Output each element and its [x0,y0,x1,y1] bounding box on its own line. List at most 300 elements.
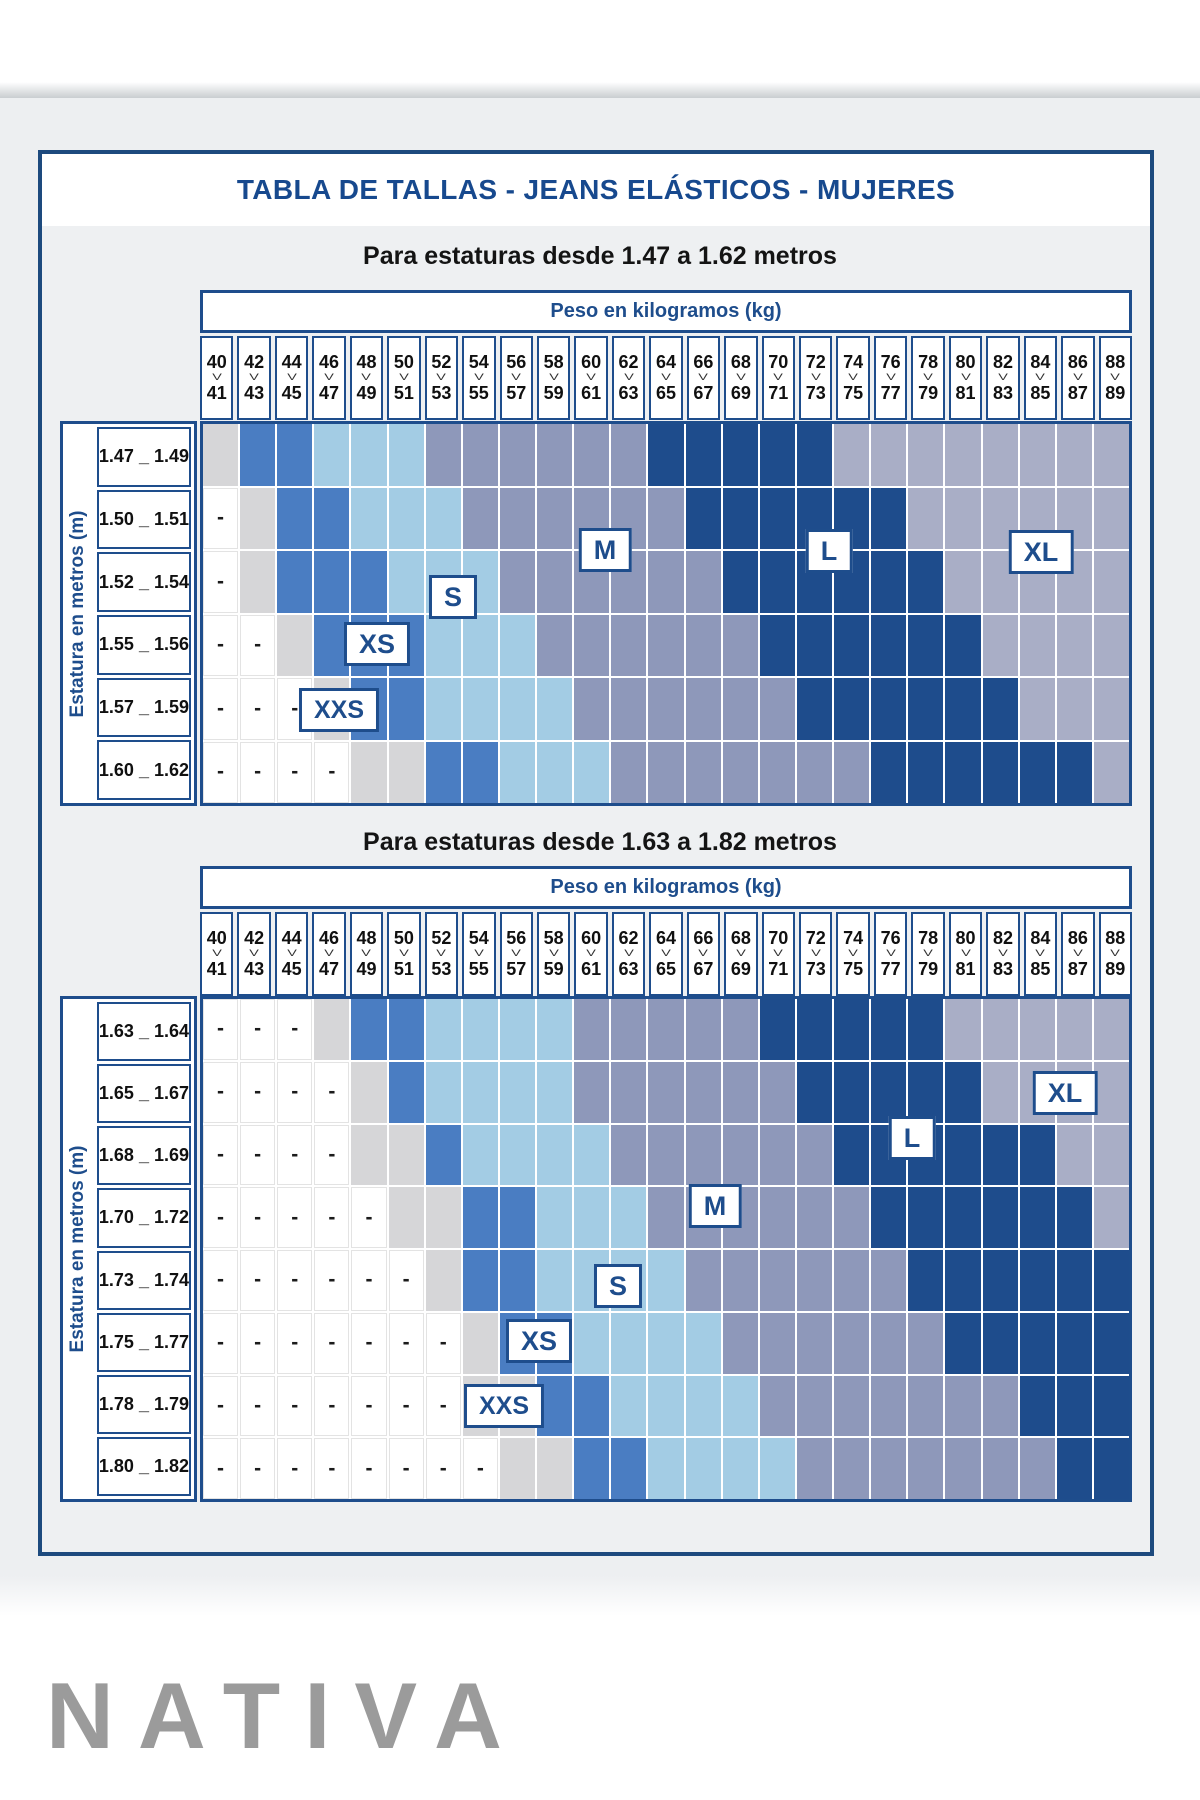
size-cell-s [463,678,498,740]
weight-min: 50 [393,928,414,949]
chevron-down-icon: V [698,372,709,383]
weight-min: 62 [618,352,639,373]
weight-column-cell [387,336,420,420]
size-cell-xs [277,488,312,550]
page-title: TABLA DE TALLAS - JEANS ELÁSTICOS - MUJERES [236,174,956,205]
size-cell-m [686,999,721,1060]
size-cell-m [537,424,572,486]
size-cell-m [537,551,572,613]
no-size-cell: - [314,1438,349,1499]
weight-min: 54 [468,352,489,373]
size-cell-xs [389,678,424,740]
size-cell-xs [314,551,349,613]
weight-column-cell [350,336,383,420]
chevron-down-icon: V [698,948,709,959]
size-cell-l [1057,742,1092,804]
size-cell-s [611,1187,646,1248]
chevron-down-icon: V [960,372,971,383]
size-cell-m [500,424,535,486]
no-size-cell: - [240,1187,275,1248]
size-cell-l [1094,1376,1129,1437]
no-size-cell: - [203,615,238,677]
size-cell-m [723,999,758,1060]
size-cell-l [834,551,869,613]
size-cell-l [908,1125,943,1186]
weight-min: 54 [468,928,489,949]
weight-column-cell [687,336,720,420]
size-grid-1 [200,421,1132,806]
size-cell-s [574,1187,609,1248]
size-cell-m [723,1062,758,1123]
weight-min: 52 [431,928,452,949]
weight-min: 42 [244,928,265,949]
size-cell-l [1057,1376,1092,1437]
weight-max: 41 [206,958,227,979]
size-cell-l [983,1187,1018,1248]
no-size-cell: - [389,1250,424,1311]
weight-max: 41 [206,382,227,403]
size-cell-s [463,615,498,677]
size-cell-m [834,742,869,804]
weight-max: 55 [468,382,489,403]
no-size-cell: - [463,1438,498,1499]
no-size-cell: - [314,1250,349,1311]
weight-min: 48 [356,352,377,373]
weight-max: 43 [244,958,265,979]
size-cell-s [426,615,461,677]
height-range-cell: 1.65 _ 1.67 [97,1064,191,1123]
size-cell-xl [1094,488,1129,550]
size-cell-s [500,1125,535,1186]
weight-max: 79 [918,958,939,979]
size-cell-m [983,1376,1018,1437]
size-cell-xs [277,424,312,486]
size-cell-xxs [314,999,349,1060]
size-cell-s [351,424,386,486]
no-size-cell: - [426,1438,461,1499]
size-cell-xxs [314,678,349,740]
weight-column-cell [1024,912,1057,996]
title-band [42,154,1150,226]
size-cell-l [871,1187,906,1248]
weight-min: 86 [1067,352,1088,373]
weight-min: 74 [843,352,864,373]
weight-column-cell [237,336,270,420]
size-cell-xl [1020,678,1055,740]
chevron-down-icon: V [1110,948,1121,959]
weight-min: 66 [693,352,714,373]
size-cell-l [945,1125,980,1186]
size-cell-m [723,1125,758,1186]
height-axis-strip-1 [63,424,94,803]
size-cell-m [686,678,721,740]
size-cell-m [686,1125,721,1186]
size-cell-s [611,1250,646,1311]
size-cell-l [871,488,906,550]
weight-max: 53 [431,382,452,403]
size-cell-m [574,999,609,1060]
no-size-cell: - [203,488,238,550]
chevron-down-icon: V [511,948,522,959]
weight-column-cell [836,336,869,420]
no-size-cell: - [314,1376,349,1437]
size-cell-l [1057,1187,1092,1248]
size-cell-m [760,742,795,804]
weight-max: 71 [768,382,789,403]
no-size-cell: - [240,999,275,1060]
chevron-down-icon: V [286,372,297,383]
size-cell-l [871,615,906,677]
size-cell-l [871,1125,906,1186]
weight-max: 77 [880,382,901,403]
weight-max: 75 [843,958,864,979]
size-cell-xs [426,742,461,804]
weight-min: 42 [244,352,265,373]
size-cell-m [871,1250,906,1311]
size-cell-m [797,742,832,804]
size-cell-l [797,615,832,677]
size-cell-s [463,1125,498,1186]
size-cell-m [871,1376,906,1437]
weight-column-cell [762,912,795,996]
size-cell-l [760,488,795,550]
size-cell-l [834,488,869,550]
size-cell-s [500,678,535,740]
size-cell-m [686,1187,721,1248]
size-cell-xl [1020,551,1055,613]
size-cell-xxs [389,1187,424,1248]
weight-min: 80 [955,352,976,373]
size-cell-m [760,1250,795,1311]
size-cell-l [797,678,832,740]
size-cell-m [574,424,609,486]
weight-column-cell [612,336,645,420]
weight-header-1: Peso en kilogramos (kg) [200,290,1132,333]
weight-min: 82 [992,352,1013,373]
size-cell-m [611,615,646,677]
size-cell-xl [1057,488,1092,550]
size-cell-xl [1094,551,1129,613]
no-size-cell: - [426,1313,461,1374]
weight-max: 73 [805,958,826,979]
weight-max: 63 [618,382,639,403]
chevron-down-icon: V [773,948,784,959]
chevron-down-icon: V [586,372,596,383]
size-cell-l [1094,1313,1129,1374]
weight-min: 84 [1030,352,1051,373]
size-cell-xl [1057,1062,1092,1123]
weight-max: 63 [618,958,639,979]
no-size-cell: - [351,1313,386,1374]
weight-min: 64 [655,928,676,949]
size-cell-xl [1057,615,1092,677]
no-size-cell: - [314,742,349,804]
size-badge-xxs: XXS [464,1384,544,1428]
size-cell-m [797,1438,832,1499]
weight-max: 85 [1030,958,1051,979]
size-cell-m [834,1376,869,1437]
weight-column-cell [537,336,570,420]
chevron-down-icon: V [661,372,671,383]
height-range-cell: 1.68 _ 1.69 [97,1126,191,1185]
weight-min: 68 [730,928,751,949]
size-cell-l [834,1062,869,1123]
size-cell-xl [1094,424,1129,486]
size-cell-s [389,551,424,613]
weight-max: 73 [805,382,826,403]
chevron-down-icon: V [548,372,559,383]
size-cell-l [908,999,943,1060]
size-cell-m [463,424,498,486]
size-cell-m [611,551,646,613]
chevron-down-icon: V [810,372,821,383]
chevron-down-icon: V [661,948,671,959]
size-cell-l [1057,1250,1092,1311]
weight-min: 78 [918,928,939,949]
size-cell-m [500,551,535,613]
size-cell-xs [500,1313,535,1374]
size-cell-xl [1020,1062,1055,1123]
size-cell-xl [1057,678,1092,740]
size-cell-xl [945,999,980,1060]
no-size-cell: - [203,742,238,804]
size-cell-xxs [426,1250,461,1311]
no-size-cell: - [240,1438,275,1499]
size-cell-xl [1020,488,1055,550]
size-cell-xxs [277,615,312,677]
size-cell-s [686,1438,721,1499]
chevron-down-icon: V [1035,948,1046,959]
size-cell-xl [1094,678,1129,740]
weight-column-cell [949,336,982,420]
chevron-down-icon: V [473,372,484,383]
weight-min: 48 [356,928,377,949]
size-cell-m [537,488,572,550]
size-cell-m [574,1062,609,1123]
no-size-cell: - [351,1376,386,1437]
weight-max: 45 [281,958,302,979]
size-cell-m [686,1062,721,1123]
size-cell-xs [574,1376,609,1437]
size-cell-xl [983,615,1018,677]
size-cell-s [574,1313,609,1374]
size-cell-xxs [463,1376,498,1437]
size-cell-l [797,424,832,486]
weight-min: 58 [543,928,564,949]
size-cell-m [648,1187,683,1248]
height-rows-header-1 [60,421,197,806]
size-cell-l [908,678,943,740]
size-cell-m [834,1187,869,1248]
size-cell-m [686,1250,721,1311]
weight-max: 89 [1105,382,1126,403]
no-size-cell: - [314,1125,349,1186]
weight-min: 76 [880,928,901,949]
size-cell-m [648,488,683,550]
size-cell-m [834,1250,869,1311]
weight-column-cell [649,912,682,996]
weight-max: 55 [468,958,489,979]
size-cell-xl [1020,615,1055,677]
size-cell-xs [500,1250,535,1311]
size-cell-l [983,678,1018,740]
weight-min: 78 [918,352,939,373]
weight-min: 58 [543,352,564,373]
weight-column-cell [312,912,345,996]
no-size-cell: - [240,678,275,740]
size-cell-s [537,678,572,740]
weight-min: 70 [768,928,789,949]
size-cell-xl [945,551,980,613]
weight-min: 56 [506,352,527,373]
size-cell-xxs [351,1125,386,1186]
weight-column-cell [836,912,869,996]
no-size-cell: - [240,1313,275,1374]
size-cell-xl [1094,615,1129,677]
size-cell-l [871,1062,906,1123]
size-cell-s [686,1376,721,1437]
weight-min: 40 [206,928,227,949]
weight-max: 59 [543,382,564,403]
size-cell-xl [983,551,1018,613]
height-range-cell: 1.47 _ 1.49 [97,427,191,487]
size-cell-s [426,678,461,740]
chevron-down-icon: V [249,948,259,959]
weight-min: 88 [1105,352,1126,373]
size-cell-l [1020,1250,1055,1311]
weight-min: 62 [618,928,639,949]
size-cell-l [760,424,795,486]
size-cell-m [574,615,609,677]
size-cell-xs [463,742,498,804]
size-cell-m [500,488,535,550]
weight-column-cell [312,336,345,420]
size-cell-m [723,1313,758,1374]
size-cell-m [686,551,721,613]
size-cell-xl [1020,424,1055,486]
weight-column-cell [762,336,795,420]
size-cell-m [945,1438,980,1499]
weight-min: 56 [506,928,527,949]
no-size-cell: - [203,1187,238,1248]
weight-max: 69 [730,382,751,403]
size-cell-l [983,1250,1018,1311]
no-size-cell: - [277,1187,312,1248]
chevron-down-icon: V [399,372,409,383]
weight-max: 61 [581,382,602,403]
no-size-cell: - [277,1376,312,1437]
size-cell-s [574,742,609,804]
size-badge-m: M [579,528,632,572]
weight-column-cell [1061,912,1094,996]
size-cell-s [500,999,535,1060]
weight-max: 71 [768,958,789,979]
height-range-cell: 1.78 _ 1.79 [97,1375,191,1434]
size-cell-m [797,1187,832,1248]
size-cell-s [426,551,461,613]
size-cell-s [351,488,386,550]
weight-max: 85 [1030,382,1051,403]
size-cell-m [463,488,498,550]
weight-max: 49 [356,958,377,979]
size-cell-l [760,615,795,677]
no-size-cell: - [203,1376,238,1437]
size-cell-m [908,1438,943,1499]
weight-max: 65 [655,958,676,979]
size-cell-m [834,1438,869,1499]
chevron-down-icon: V [399,948,409,959]
size-cell-l [834,678,869,740]
size-cell-m [648,678,683,740]
weight-max: 81 [955,958,976,979]
chevron-down-icon: V [736,948,746,959]
size-cell-m [760,1313,795,1374]
size-cell-s [314,424,349,486]
weight-max: 79 [918,382,939,403]
weight-max: 51 [393,958,414,979]
weight-min: 46 [319,352,340,373]
size-cell-l [1020,1125,1055,1186]
no-size-cell: - [314,1187,349,1248]
size-cell-xs [351,678,386,740]
weight-column-cell [1099,912,1132,996]
size-cell-m [760,1376,795,1437]
size-cell-s [648,1376,683,1437]
size-cell-xs [537,1313,572,1374]
no-size-cell: - [351,1187,386,1248]
size-cell-l [723,424,758,486]
no-size-cell: - [203,1062,238,1123]
size-cell-s [537,1187,572,1248]
weight-column-cell [1099,336,1132,420]
chevron-down-icon: V [324,948,334,959]
weight-column-cell [425,336,458,420]
weight-column-cell [724,912,757,996]
chevron-down-icon: V [623,948,634,959]
weight-column-cell [237,912,270,996]
size-cell-m [1020,1438,1055,1499]
size-cell-l [945,1187,980,1248]
chevron-down-icon: V [436,948,447,959]
size-cell-m [574,488,609,550]
size-cell-l [908,1062,943,1123]
size-cell-s [389,488,424,550]
weight-column-cell [425,912,458,996]
size-cell-xs [389,615,424,677]
size-cell-m [908,1313,943,1374]
size-cell-s [426,1062,461,1123]
height-range-cell: 1.50 _ 1.51 [97,490,191,550]
no-size-cell: - [351,1250,386,1311]
weight-max: 59 [543,958,564,979]
size-cell-xxs [500,1438,535,1499]
weight-column-cell [574,336,607,420]
size-cell-m [648,742,683,804]
no-size-cell: - [203,1438,238,1499]
chevron-down-icon: V [736,372,746,383]
size-cell-m [797,1376,832,1437]
size-cell-l [908,1187,943,1248]
size-cell-s [463,1062,498,1123]
no-size-cell: - [389,1313,424,1374]
size-cell-m [983,1438,1018,1499]
size-cell-m [574,551,609,613]
size-cell-xs [240,424,275,486]
size-cell-l [648,424,683,486]
weight-column-cell [350,912,383,996]
height-axis-strip-2 [63,999,94,1499]
no-size-cell: - [203,999,238,1060]
